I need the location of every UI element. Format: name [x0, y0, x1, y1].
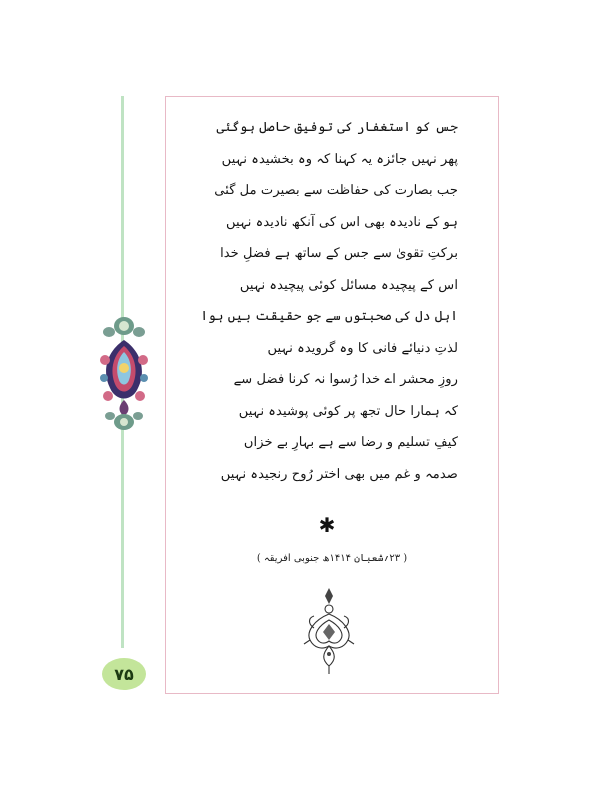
poem-line: کیفِ تسلیم و رضا سے ہے بہارِ بے خزاں	[243, 435, 458, 450]
poem-line: اس کے پیچیدہ مسائل کوئی پیچیدہ نہیں	[239, 277, 458, 293]
poem-line: کہ ہمارا حال تجھ پر کوئی پوشیدہ نہیں	[238, 403, 458, 419]
date-location-note: ( ۲۳؍شعبان ۱۴۱۴ھ جنوبی افریقہ )	[256, 553, 408, 564]
poem-line: صدمہ و غم میں بھی اختر رُوح رنجیدہ نہیں	[220, 466, 458, 482]
poem-line: برکتِ تقویٰ سے جس کے ساتھ ہے فضلِ خدا	[220, 246, 458, 261]
floral-ornament-icon	[96, 312, 152, 434]
poem-line: لذتِ دنیائے فانی کا وہ گرویدہ نہیں	[267, 340, 458, 356]
poem-line: جس کو استغفار کی توفیق حاصل ہوگئی	[216, 120, 458, 135]
arabesque-ornament-icon	[300, 584, 358, 676]
poem-line: اہل دل کی صحبتوں سے جو حقیقت بیں ہوا	[200, 309, 458, 324]
poem-line: ہو کے نادیدہ بھی اس کی آنکھ نادیدہ نہیں	[226, 214, 458, 230]
page-number-badge: ۷۵	[102, 658, 146, 690]
poem-line: جب بصارت کی حفاظت سے بصیرت مل گئی	[214, 183, 458, 198]
star-divider-icon: ✱	[318, 513, 336, 537]
poem-line: روزِ محشر اے خدا رُسوا نہ کرنا فضل سے	[233, 372, 458, 387]
poem	[192, 112, 458, 490]
poem-line: پھر نہیں جائزہ یہ کہنا کہ وہ بخشیدہ نہیں	[221, 151, 458, 167]
